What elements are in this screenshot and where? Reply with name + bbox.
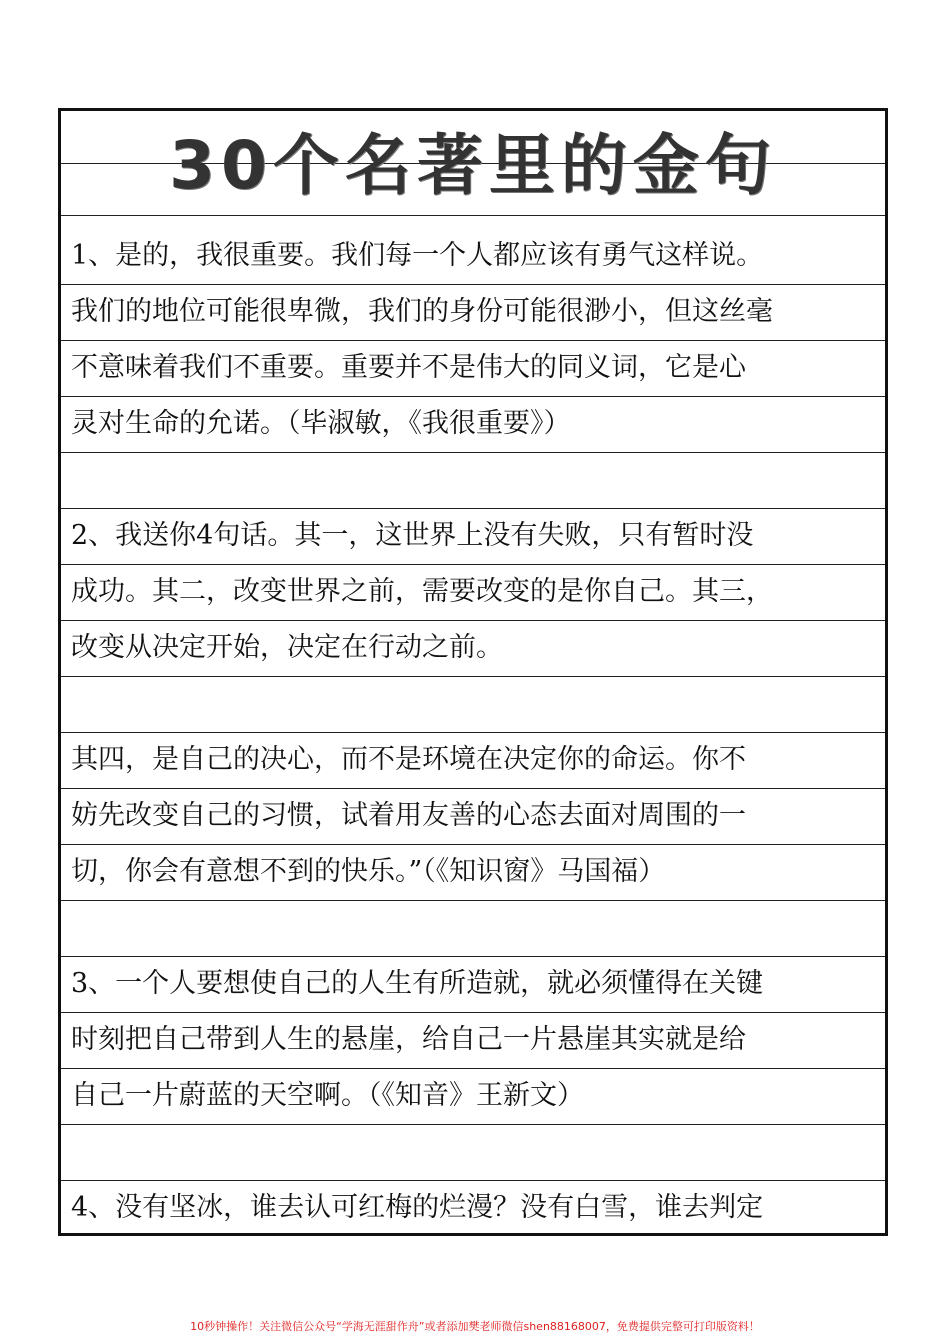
text-line: 改变从决定开始，决定在行动之前。 [71,632,503,663]
text-line: 其四，是自己的决心，而不是环境在决定你的命运。你不 [71,744,746,775]
promo-footer: 10秒钟操作！关注微信公众号“学海无涯甜作舟”或者添加樊老师微信shen88168007，免费提供完整可打印版资料！ [190,1320,760,1333]
text-line [71,1124,877,1180]
text-line: 妨先改变自己的习惯，试着用友善的心态去面对周围的一 [71,800,746,831]
title-divider [61,215,885,216]
text-line: 我们的地位可能很卑微，我们的身份可能很渺小，但这丝毫 [71,296,773,327]
text-line: 3、一个人要想使自己的人生有所造就，就必须懂得在关键 [71,968,764,999]
text-line: 不意味着我们不重要。重要并不是伟大的同义词，它是心 [71,352,746,383]
text-line: 1、是的，我很重要。我们每一个人都应该有勇气这样说。 [71,240,764,271]
text-line [71,900,877,956]
text-line: 自己一片蔚蓝的天空啊。（《知音》王新文） [71,1080,584,1111]
text-line: 时刻把自己带到人生的悬崖，给自己一片悬崖其实就是给 [71,1024,746,1055]
text-line: 成功。其二，改变世界之前，需要改变的是你自己。其三， [71,576,773,607]
text-line [71,452,877,508]
text-line [71,676,877,732]
worksheet [58,108,888,1236]
text-line: 2、我送你4句话。其一，这世界上没有失败，只有暂时没 [71,520,754,551]
text-line: 切，你会有意想不到的快乐。”（《知识窗》马国福） [71,856,666,887]
text-line: 4、没有坚冰，谁去认可红梅的烂漫？没有白雪，谁去判定 [71,1192,764,1223]
page-title: 30个名著里的金句 [169,127,777,204]
text-line: 灵对生命的允诺。（毕淑敏，《我很重要》） [71,408,571,439]
